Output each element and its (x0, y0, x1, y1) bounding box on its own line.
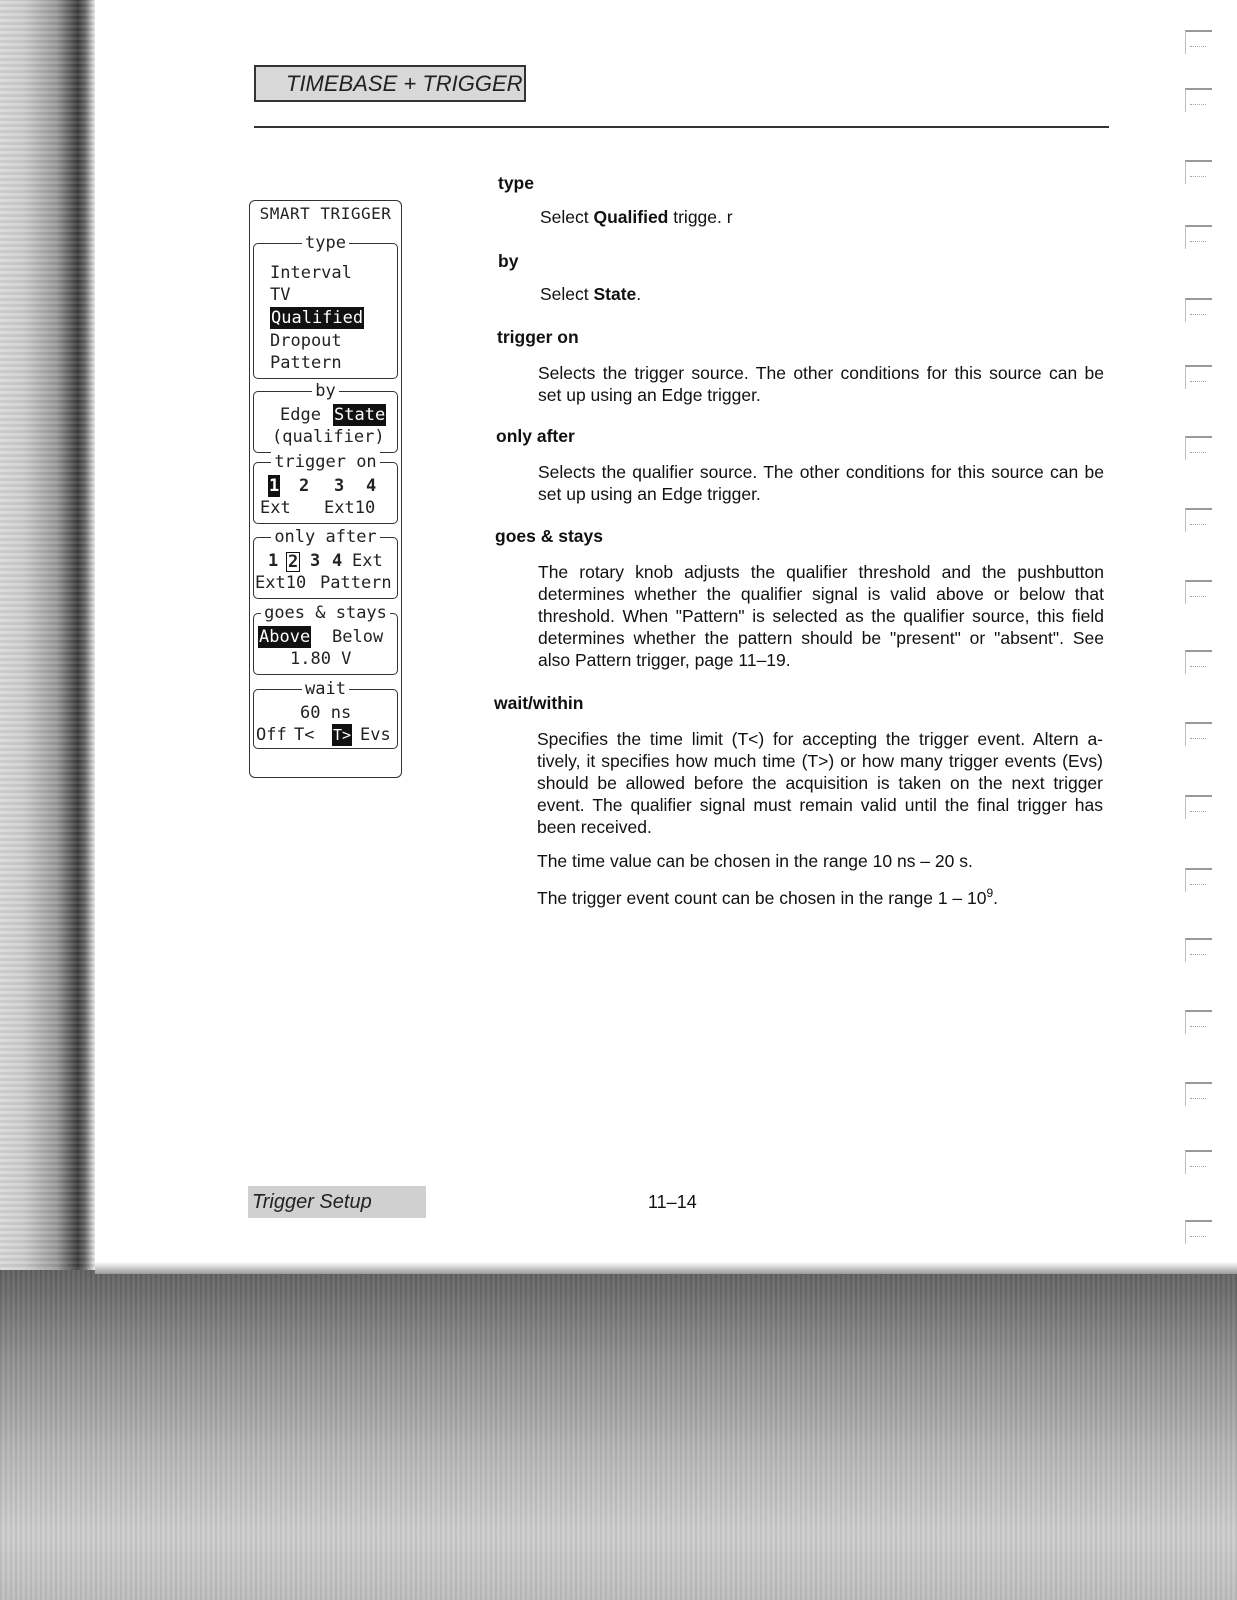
smart-trigger-menu (249, 200, 402, 778)
term-goes-stays: goes & stays (495, 526, 603, 546)
desc-wait-range-count (537, 882, 998, 909)
type-option-dropout: Dropout (270, 331, 342, 351)
page-number: 11–14 (648, 1192, 697, 1212)
only-after-ch4: 4 (332, 551, 343, 571)
type-option-qualified: Qualified (271, 308, 364, 328)
by-qualifier-label: (qualifier) (272, 427, 385, 447)
wait-evs: Evs (360, 725, 391, 745)
term-type: type (498, 173, 534, 193)
group-title-type: type (302, 233, 349, 253)
type-option-tv: TV (270, 285, 291, 305)
by-option-edge: Edge (280, 405, 321, 425)
desc-type (540, 206, 733, 228)
group-title-goes-stays: goes & stays (261, 603, 390, 623)
menu-title: SMART TRIGGER (259, 204, 392, 223)
goes-stays-above: Above (259, 627, 311, 647)
type-option-interval: Interval (270, 263, 352, 283)
range-count-exponent: 9 (986, 886, 994, 900)
wait-t-greater: T> (333, 726, 352, 744)
only-after-ext10: Ext10 (255, 573, 307, 593)
page-edge (95, 1262, 1237, 1274)
desc-by-pre: Select (540, 284, 594, 304)
desc-only-after: Selects the qualifier source. The other conditions for this source can be set up using an Edge trigger. (538, 462, 1104, 504)
menu-group-goes-stays[interactable] (253, 603, 398, 675)
group-title-by: by (312, 381, 338, 401)
trigger-on-ch3: 3 (334, 476, 345, 496)
wait-off: Off (256, 725, 287, 745)
footer-section-title: Trigger Setup (248, 1186, 426, 1218)
goes-stays-threshold: 1.80 V (290, 649, 352, 669)
menu-group-by[interactable] (253, 381, 398, 453)
goes-stays-below: Below (332, 627, 384, 647)
type-option-pattern: Pattern (270, 353, 342, 373)
only-after-ext: Ext (352, 551, 383, 571)
only-after-ch3: 3 (310, 551, 321, 571)
by-option-state: State (334, 405, 386, 425)
desc-type-pre: Select (540, 207, 594, 227)
term-by: by (498, 251, 519, 271)
range-count-post: . (993, 887, 999, 908)
desc-by-bold: State (593, 284, 637, 304)
desc-by-post: . (636, 284, 642, 304)
trigger-on-ch1: 1 (269, 476, 280, 496)
desc-trigger-on: Selects the trigger source. The other conditions for this source can be set up using an Edge trigger. (538, 363, 1104, 405)
menu-group-wait[interactable] (253, 679, 398, 749)
trigger-on-ext10: Ext10 (324, 498, 376, 518)
group-title-trigger-on: trigger on (271, 452, 379, 472)
wait-t-less: T< (294, 725, 315, 745)
desc-type-post: trigge. r (668, 207, 733, 227)
header-rule (254, 126, 1109, 128)
menu-group-type[interactable] (253, 233, 398, 379)
desc-wait-range-time: The time value can be chosen in the range 10 ns – 20 s. (537, 851, 973, 871)
desc-goes-stays: The rotary knob adjusts the qualifier threshold and the pushbutton determines whether the qualifier signal is valid above or below that threshold. When "Pattern" is selected as the qualifier source, this field determines whether the pattern should be "present" or "absent". See also Pattern trigger, page 11–19. (538, 562, 1104, 670)
trigger-on-ext: Ext (260, 498, 291, 518)
group-title-wait: wait (302, 679, 349, 699)
desc-wait-within: Specifies the time limit (T<) for accepting the trigger event. Altern a-tively, it specifies how much time (T>) or how many trigger events (Evs) should be allowed before the acquisition is taken on the next trigger event. The qualifier signal must remain valid until the final trigger has been received. (537, 729, 1103, 837)
chapter-header: TIMEBASE + TRIGGER (254, 65, 526, 102)
menu-group-trigger-on[interactable] (253, 452, 398, 524)
only-after-ch2: 2 (288, 552, 299, 572)
menu-group-only-after[interactable] (253, 527, 398, 599)
trigger-on-ch4: 4 (366, 476, 377, 496)
range-count-pre: The trigger event count can be chosen in the range 1 – 10 (537, 887, 987, 908)
desc-by (540, 283, 641, 305)
desc-type-bold: Qualified (593, 207, 669, 227)
only-after-pattern: Pattern (320, 573, 392, 593)
term-wait-within: wait/within (494, 693, 584, 713)
scan-bottom-shadow (0, 1270, 1237, 1600)
thumb-index-tabs (1181, 0, 1217, 1265)
term-trigger-on: trigger on (497, 327, 579, 347)
wait-value: 60 ns (300, 703, 352, 723)
term-only-after: only after (496, 426, 575, 446)
group-title-only-after: only after (271, 527, 379, 547)
only-after-ch1: 1 (268, 551, 279, 571)
trigger-on-ch2: 2 (299, 476, 310, 496)
